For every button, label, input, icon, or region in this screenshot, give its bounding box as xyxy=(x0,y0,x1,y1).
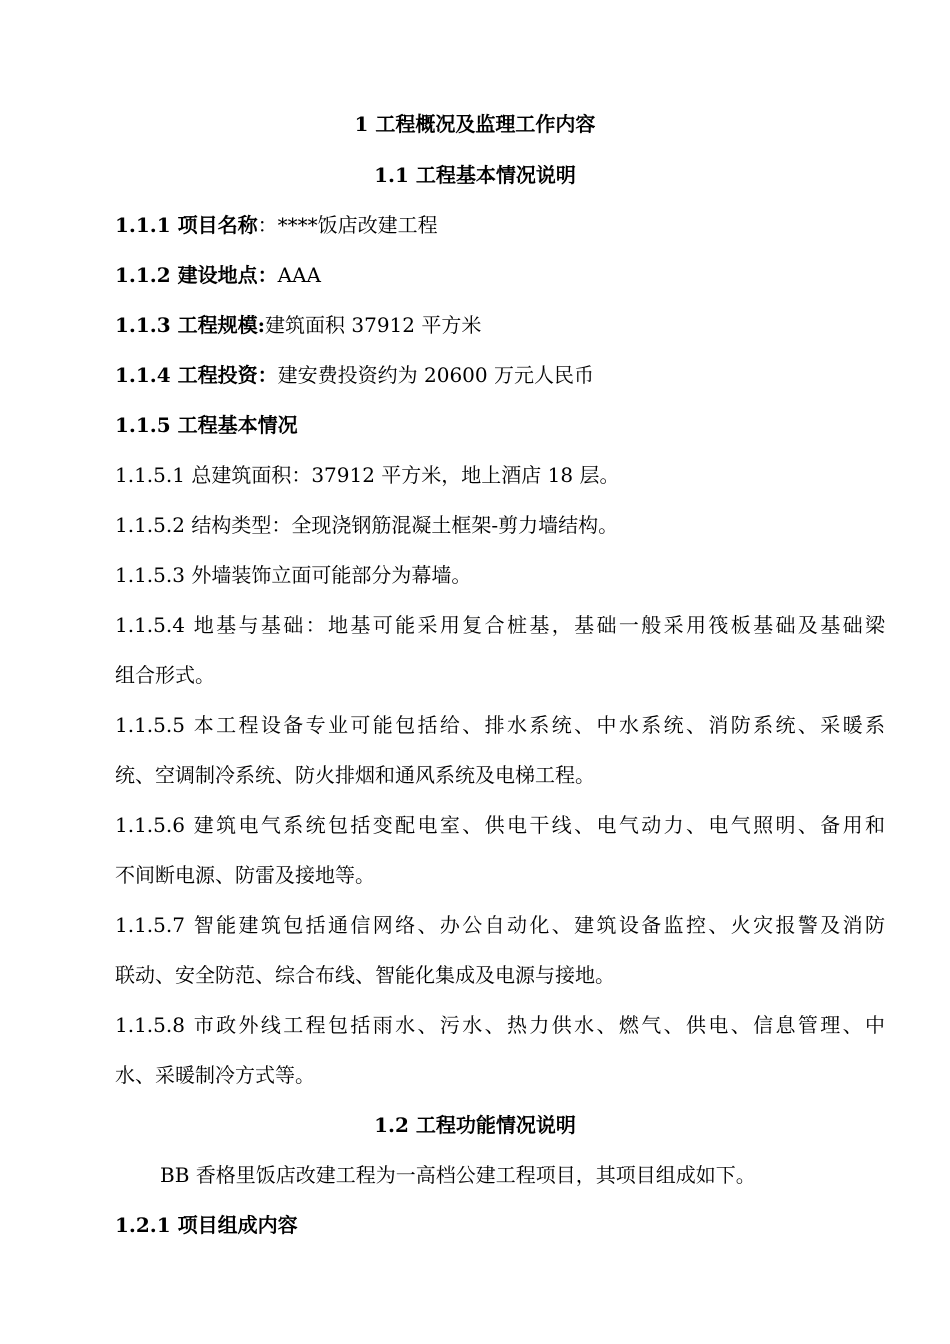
intro-paragraph: BB 香格里饭店改建工程为一高档公建工程项目，其项目组成如下。 xyxy=(160,1163,756,1187)
paragraph-1-1-5-8-line2: 水、采暖制冷方式等。 xyxy=(115,1063,315,1087)
paragraph-1-1-5-6-line2: 不间断电源、防雷及接地等。 xyxy=(115,863,375,887)
item-label: 1.1.4 工程投资： xyxy=(115,363,278,387)
paragraph-1-1-5-4-line2: 组合形式。 xyxy=(115,663,215,687)
chapter-heading: 1 工程概况及监理工作内容 xyxy=(354,112,596,136)
paragraph-1-1-5-1: 1.1.5.1 总建筑面积：37912 平方米，地上酒店 18 层。 xyxy=(115,463,620,487)
subsection-heading-1-2-1: 1.2.1 项目组成内容 xyxy=(115,1213,298,1237)
item-value: ：****饭店改建工程 xyxy=(257,213,438,237)
item-value: AAA xyxy=(277,263,321,287)
paragraph-1-1-5-5-line2: 统、空调制冷系统、防火排烟和通风系统及电梯工程。 xyxy=(115,763,595,787)
item-scale xyxy=(115,311,885,339)
item-project-name xyxy=(115,211,885,239)
subsection-heading-1-1-5: 1.1.5 工程基本情况 xyxy=(115,413,298,437)
item-location xyxy=(115,261,885,289)
paragraph-1-1-5-7-line2: 联动、安全防范、综合布线、智能化集成及电源与接地。 xyxy=(115,963,615,987)
section-heading-1-1: 1.1 工程基本情况说明 xyxy=(374,163,576,187)
item-investment xyxy=(115,361,885,389)
paragraph-1-1-5-5-line1: 1.1.5.5 本工程设备专业可能包括给、排水系统、中水系统、消防系统、采暖系 xyxy=(115,713,885,737)
paragraph-1-1-5-7-line1: 1.1.5.7 智能建筑包括通信网络、办公自动化、建筑设备监控、火灾报警及消防 xyxy=(115,913,885,937)
paragraph-1-1-5-2: 1.1.5.2 结构类型：全现浇钢筋混凝土框架-剪力墙结构。 xyxy=(115,513,619,537)
section-heading-1-2: 1.2 工程功能情况说明 xyxy=(374,1113,576,1137)
item-label: 1.1.3 工程规模: xyxy=(115,313,266,337)
item-label: 1.1.1 项目名称 xyxy=(115,213,258,237)
item-value: 建安费投资约为 20600 万元人民币 xyxy=(277,363,594,387)
item-value: 建筑面积 37912 平方米 xyxy=(265,313,482,337)
paragraph-1-1-5-3: 1.1.5.3 外墙装饰立面可能部分为幕墙。 xyxy=(115,563,472,587)
item-label: 1.1.2 建设地点： xyxy=(115,263,278,287)
paragraph-1-1-5-6-line1: 1.1.5.6 建筑电气系统包括变配电室、供电干线、电气动力、电气照明、备用和 xyxy=(115,813,885,837)
paragraph-1-1-5-4-line1: 1.1.5.4 地基与基础：地基可能采用复合桩基，基础一般采用筏板基础及基础梁 xyxy=(115,613,885,637)
paragraph-1-1-5-8-line1: 1.1.5.8 市政外线工程包括雨水、污水、热力供水、燃气、供电、信息管理、中 xyxy=(115,1013,885,1037)
